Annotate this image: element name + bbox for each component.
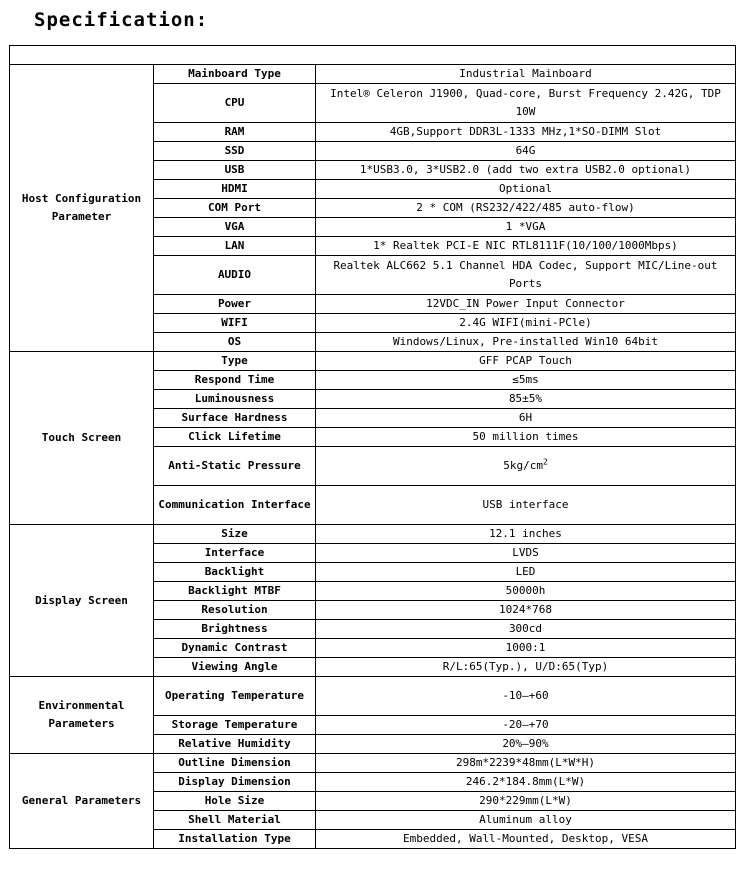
section-category: General Parameters xyxy=(10,754,154,849)
spec-key: HDMI xyxy=(154,180,316,199)
spec-key: Luminousness xyxy=(154,390,316,409)
spec-value-text: USB interface xyxy=(482,498,569,511)
spec-value-text: Windows/Linux, Pre-installed Win10 64bit xyxy=(393,335,658,348)
page-heading: Specification: xyxy=(34,9,209,31)
spec-value-text: 246.2*184.8mm(L*W) xyxy=(465,775,586,788)
spec-value xyxy=(316,180,736,199)
spec-key: VGA xyxy=(154,218,316,237)
spec-value-text: Intel® Celeron J1900, Quad-core, Burst Frequency 2.42G, TDP 10W xyxy=(330,87,721,118)
spec-value xyxy=(316,390,736,409)
spec-value-text: 4GB,Support DDR3L-1333 MHz,1*SO-DIMM Slot xyxy=(389,125,662,138)
spec-value xyxy=(316,735,736,754)
spec-value xyxy=(316,620,736,639)
spec-key: Installation Type xyxy=(154,830,316,849)
table-row xyxy=(10,677,736,716)
table-row xyxy=(10,352,736,371)
spec-value xyxy=(316,447,736,486)
spec-value-text: 2.4G WIFI(mini-PCle) xyxy=(459,316,592,329)
spec-value-text: 64G xyxy=(515,144,536,157)
spec-key: Power xyxy=(154,295,316,314)
spec-value xyxy=(316,123,736,142)
spec-key: Storage Temperature xyxy=(154,716,316,735)
spec-key: Anti-Static Pressure xyxy=(154,447,316,486)
spec-key: Type xyxy=(154,352,316,371)
spec-key: SSD xyxy=(154,142,316,161)
spec-key: Communication Interface xyxy=(154,486,316,525)
spec-key: Viewing Angle xyxy=(154,658,316,677)
spec-value xyxy=(316,544,736,563)
spec-value-text: ≤5ms xyxy=(512,373,539,386)
spec-value-text: Embedded, Wall-Mounted, Desktop, VESA xyxy=(402,832,649,845)
spec-key: Size xyxy=(154,525,316,544)
spec-key: LAN xyxy=(154,237,316,256)
table-row xyxy=(10,754,736,773)
spec-key: Respond Time xyxy=(154,371,316,390)
spec-value xyxy=(316,199,736,218)
spec-key: Resolution xyxy=(154,601,316,620)
spec-value-text: Realtek ALC662 5.1 Channel HDA Codec, Support MIC/Line-out Ports xyxy=(333,259,718,290)
spec-key: Backlight MTBF xyxy=(154,582,316,601)
spec-value-text: Aluminum alloy xyxy=(479,813,572,826)
spec-key: Shell Material xyxy=(154,811,316,830)
spec-value-text: LVDS xyxy=(512,546,539,559)
spec-value-text: 50000h xyxy=(505,584,546,597)
section-category: Host Configuration Parameter xyxy=(10,65,154,352)
spec-value-text: 1* Realtek PCI-E NIC RTL8111F(10/100/1000Mbps) xyxy=(373,239,678,252)
spec-value xyxy=(316,658,736,677)
spec-key: Dynamic Contrast xyxy=(154,639,316,658)
spec-value xyxy=(316,716,736,735)
spec-value-text: Industrial Mainboard xyxy=(459,67,592,80)
spec-value-text: 20%—90% xyxy=(502,737,549,750)
spec-value-text: 1024*768 xyxy=(499,603,552,616)
spec-value xyxy=(316,371,736,390)
spec-key: Backlight xyxy=(154,563,316,582)
spec-value xyxy=(316,811,736,830)
spec-value xyxy=(316,352,736,371)
spec-value xyxy=(316,639,736,658)
spec-key: Surface Hardness xyxy=(154,409,316,428)
spec-value-text: 12VDC_IN Power Input Connector xyxy=(426,297,625,310)
spec-value-text: 2 * COM (RS232/422/485 auto-flow) xyxy=(416,201,635,214)
spec-value xyxy=(316,142,736,161)
spec-value-text: 1*USB3.0, 3*USB2.0 (add two extra USB2.0 optional) xyxy=(359,163,692,176)
spec-key: Display Dimension xyxy=(154,773,316,792)
spec-value xyxy=(316,409,736,428)
spec-key: Click Lifetime xyxy=(154,428,316,447)
blank-header-cell xyxy=(10,46,736,65)
spec-key: Outline Dimension xyxy=(154,754,316,773)
spec-value-superscript: 2 xyxy=(542,457,548,467)
table-row xyxy=(10,525,736,544)
spec-value-text: -10—+60 xyxy=(502,689,549,702)
spec-key: WIFI xyxy=(154,314,316,333)
spec-value-text: 1000:1 xyxy=(505,641,546,654)
spec-key: Brightness xyxy=(154,620,316,639)
spec-key: OS xyxy=(154,333,316,352)
spec-value-text: 12.1 inches xyxy=(489,527,562,540)
section-category: Display Screen xyxy=(10,525,154,677)
spec-value-text: LED xyxy=(515,565,536,578)
spec-value xyxy=(316,525,736,544)
spec-value xyxy=(316,582,736,601)
spec-value-text: 1 *VGA xyxy=(505,220,546,233)
spec-value-text: Optional xyxy=(499,182,552,195)
spec-value xyxy=(316,295,736,314)
spec-value-text: 85±5% xyxy=(508,392,543,405)
spec-key: Hole Size xyxy=(154,792,316,811)
table-header-blank-row xyxy=(10,46,736,65)
spec-value xyxy=(316,237,736,256)
spec-value xyxy=(316,773,736,792)
spec-value-text: GFF PCAP Touch xyxy=(479,354,572,367)
spec-key: Interface xyxy=(154,544,316,563)
spec-key: Relative Humidity xyxy=(154,735,316,754)
table-row xyxy=(10,65,736,84)
spec-value xyxy=(316,830,736,849)
spec-key: RAM xyxy=(154,123,316,142)
section-category: Environmental Parameters xyxy=(10,677,154,754)
spec-value xyxy=(316,428,736,447)
spec-key: Operating Temperature xyxy=(154,677,316,716)
section-category: Touch Screen xyxy=(10,352,154,525)
specification-table-body xyxy=(10,46,736,849)
spec-value xyxy=(316,677,736,716)
spec-key: AUDIO xyxy=(154,256,316,295)
spec-value xyxy=(316,333,736,352)
spec-value-text: 50 million times xyxy=(472,430,579,443)
specification-table xyxy=(9,45,736,849)
spec-value xyxy=(316,486,736,525)
spec-value-text: 300cd xyxy=(508,622,543,635)
spec-value-text: 290*229mm(L*W) xyxy=(479,794,572,807)
spec-value-text: 6H xyxy=(518,411,533,424)
spec-value xyxy=(316,218,736,237)
spec-value xyxy=(316,601,736,620)
spec-key: USB xyxy=(154,161,316,180)
spec-value-text: -20—+70 xyxy=(502,718,549,731)
spec-key: Mainboard Type xyxy=(154,65,316,84)
spec-value xyxy=(316,161,736,180)
spec-value-text: R/L:65(Typ.), U/D:65(Typ) xyxy=(442,660,609,673)
spec-value xyxy=(316,84,736,123)
spec-value xyxy=(316,563,736,582)
spec-key: CPU xyxy=(154,84,316,123)
spec-value xyxy=(316,256,736,295)
spec-value xyxy=(316,792,736,811)
spec-value xyxy=(316,754,736,773)
spec-value xyxy=(316,314,736,333)
spec-key: COM Port xyxy=(154,199,316,218)
spec-value-text: 298m*2239*48mm(L*W*H) xyxy=(455,756,596,769)
spec-value-text: 5kg/cm xyxy=(503,459,543,472)
spec-value xyxy=(316,65,736,84)
